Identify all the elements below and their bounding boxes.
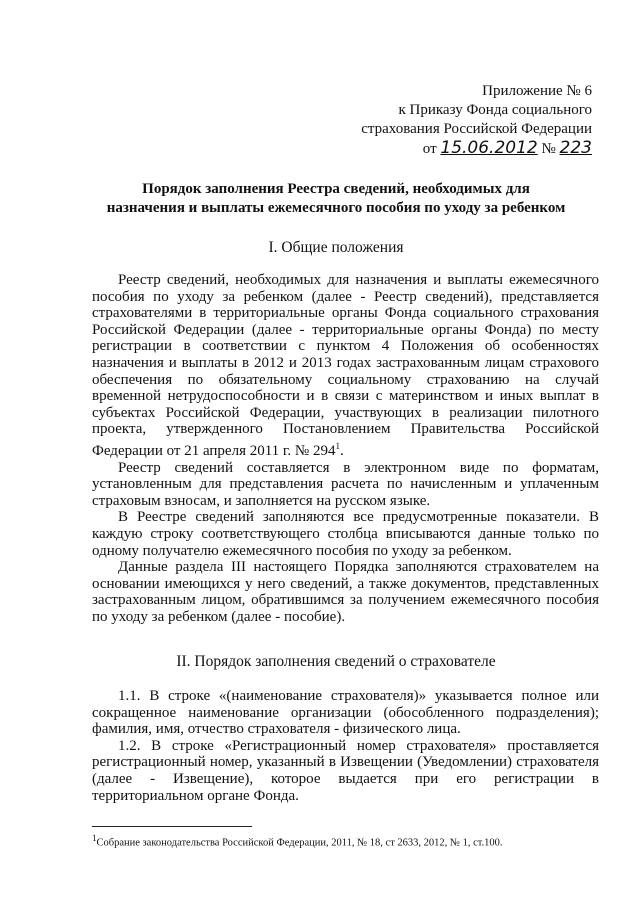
section-1-paragraph-4: Данные раздела III настоящего Порядка заполняются страхователем на основании имеющихся у него сведений, а также документов, представленных застрахованным лицом, обратившимся за получением ежемесячного пособия по уходу за ребенком (далее - пособие). [92,559,599,625]
appendix-header [292,82,592,159]
title-line-1: Порядок заполнения Реестра сведений, необходимых для [142,181,530,197]
appendix-line-3: страхования Российской Федерации [361,121,592,137]
appendix-date-line [292,139,592,159]
title-line-2: назначения и выплаты ежемесячного пособия по уходу за ребенком [106,200,566,216]
section-1-paragraph-3: В Реестре сведений заполняются все предусмотренные показатели. В каждую строку соответствующего столбца вписываются данные только по одному получателю ежемесячного пособия по уходу за ребенком. [92,509,599,559]
section-2-paragraph-2: 1.2. В строке «Регистрационный номер страхователя» проставляется регистрационный номер, указанный в Извещении (Уведомлении) страхователя (далее - Извещение), которое выдается при его регистрации в территориальном органе Фонда. [92,737,599,804]
footnote-reference: 1 [335,440,340,451]
footnote-text: Собрание законодательства Российской Федерации, 2011, № 18, ст 2633, 2012, № 1, ст.100. [96,837,503,849]
footnote-mark: 1 [92,833,97,843]
handwritten-number: 223 [559,138,592,158]
paragraph-1-text: Реестр сведений, необходимых для назначения и выплаты ежемесячного пособия по уходу за ребенком (далее - Реестр сведений), представляется страхователями в территориальные органы Фонда социального страхования Российской Федерации (далее - территориальные органы Фонда) по месту регистрации в соответствии с пунктом 4 Положения об особенностях назначения и выплаты в 2012 и 2013 годах застрахованным лицам страхового обеспечения по обязательному социальному страхованию на случай временной нетрудоспособности и в связи с материнством и иных выплат в субъектах Российской Федерации, участвующих в реализации пилотного проекта, утвержденного Постановлением Правительства Российской Федерации от 21 апреля 2011 г. № 294 [92,272,599,459]
section-2-heading: II. Порядок заполнения сведений о страхователе [176,653,496,670]
section-2-body [92,688,599,804]
document-title [72,180,600,218]
handwritten-date: 15.06.2012 [440,138,538,158]
section-1-body [92,272,599,625]
date-prefix: от [422,141,437,157]
paragraph-1-end: . [339,442,344,459]
section-1-paragraph-2: Реестр сведений составляется в электронном виде по форматам, установленным для представления расчета по начисленным и уплаченным страховым взносам, и заполняется на русском языке. [92,459,599,509]
section-1-paragraph-1 [92,272,599,460]
section-1-heading: I. Общие положения [268,239,404,256]
appendix-line-2: к Приказу Фонда социального [398,102,592,118]
section-2-paragraph-1: 1.1. В строке «(наименование страхователя)» указывается полное или сокращенное наименование организации (обособленного подразделения); фамилия, имя, отчество страхователя - физического лица. [92,688,599,738]
footnote-divider [92,826,252,827]
footnote [92,832,602,850]
appendix-line-1: Приложение № 6 [482,83,592,99]
number-prefix: № [541,141,556,157]
